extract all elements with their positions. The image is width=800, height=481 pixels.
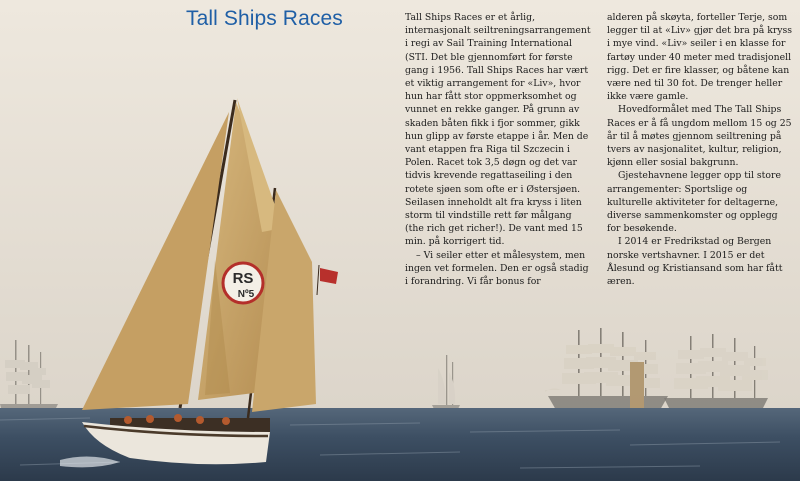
paragraph: Gjestehavnene legger opp til store arrangementer: Sportslige og kulturelle aktiviteter for deltagerne, diverse sammenkomster og opplegg for besøkende.: [607, 170, 781, 235]
article-title: Tall Ships Races: [186, 7, 343, 30]
sail-logo-text: RS: [232, 270, 254, 287]
article-column-2: [607, 11, 793, 288]
paragraph: – Vi seiler etter et målesystem, men ingen vet formelen. Den er også stadig i forandring. Vi får bonus for: [405, 249, 589, 288]
article-column-1: [405, 11, 593, 288]
paragraph: alderen på skøyta, forteller Terje, som legger til at «Liv» gjør det bra på kryss i mye vind. «Liv» seiler i en klasse for fartøy under 40 meter med tradisjonell rigg. Det er fire klasser, og båtene kan være ned til 30 fot. De trenger heller ikke være gamle.: [607, 12, 793, 103]
paragraph: Hovedformålet med The Tall Ships Races er å få ungdom mellom 15 og 25 år til å møtes gjennom seiltrening på tvers av nasjonalitet, kultur, religion, kjønn eller sosial bakgrunn.: [607, 104, 792, 169]
sail-number: Nº5: [237, 289, 255, 300]
paragraph: Tall Ships Races er et årlig, internasjonalt seiltreningsarrangement i regi av Sail Training International (STI. Det ble gjennomført for første gang i 1956. Tall Ships Races har vært et viktig arrangement for «Liv», hvor hun har fått stor oppmerksomhet og vunnet en rekke ganger. På grunn av skaden båten fikk i fjor sommer, gikk hun glipp av første etappe i år. Men de vant etappen fra Riga til Szczecin i Polen. Racet tok 3,5 døgn og det var tidvis krevende regattaseiling i den rotete sjøen som ofte er i Østersjøen. Seilasen inneholdt alt fra kryss i liten storm til vindstille rett før målgang (the rich get richer!). De vant med 15 min. på korrigert tid.: [405, 12, 591, 248]
paragraph: I 2014 er Fredrikstad og Bergen norske vertshavner. I 2015 er det Ålesund og Kristiansand som har fått æren.: [607, 236, 783, 288]
